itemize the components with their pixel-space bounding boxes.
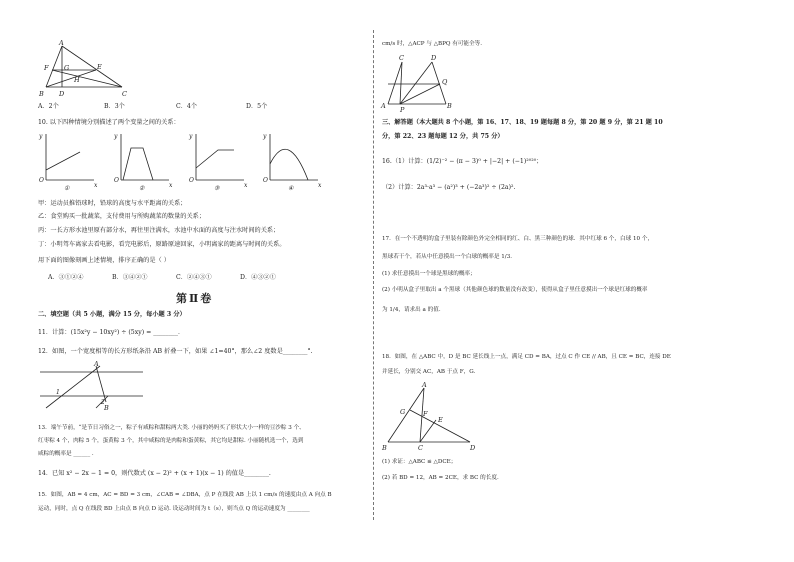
q10-option-b: B．③④②① (112, 274, 148, 281)
q18-label-d: D (470, 444, 476, 452)
q18-label-b: B (382, 444, 387, 452)
q15-line-1: 15．如图，AB = 4 cm，AC = BD = 3 cm，∠CAB = ∠DBA，点 P 在线段 AB 上以 1 cm/s 的速度由点 A 向点 B (38, 492, 332, 498)
q13-line-3: 咸粽的概率是 ______ . (38, 451, 94, 457)
q10-g2-label: ② (139, 185, 145, 192)
q9-label-c: C (122, 90, 127, 98)
sec3-heading-2: 分，第 22、23 题每题 12 分，共 75 分） (382, 133, 504, 140)
q10-g2-o: O (114, 177, 119, 184)
q16-part-1: 16.（1）计算：(1/2)⁻² − (π − 3)⁰ + |−2| + (−1)²⁰²⁰； (382, 158, 543, 165)
q12-label-a: A (94, 360, 99, 368)
column-divider (373, 30, 374, 520)
q18-figure (380, 380, 480, 452)
q10-option-d: D．④③②① (240, 274, 276, 281)
q14-text: 14．已知 x² − 2x − 1 = 0，则代数式 (x − 2)² + (x + 1)(x − 1) 的值是________. (38, 470, 271, 477)
q9-line-cf (52, 70, 122, 87)
q15-label-a: A (381, 102, 386, 110)
q10-g3-line (196, 150, 234, 168)
q18-part-1: (1) 求证：△ABC ≌ △DCE； (382, 459, 457, 465)
q13-line-1: 13．端午节前，“是节日习俗之一，粽子有咸粽和甜粽两大类. 小丽的妈妈买了形状大小一样的豆沙粽 3 个、 (38, 425, 305, 431)
q17-part-1: (1) 求任意摸出一个球是黑球的概率； (382, 271, 476, 277)
q16-part-2: （2）计算：2a³·a³ − (a²)³ + (−2a³)² ÷ (2a)². (382, 184, 516, 191)
q11-text: 11．计算：(15x²y − 10xy²) ÷ (5xy) = ________． (38, 329, 185, 336)
q9-label-h: H (74, 76, 80, 84)
q15-figure (380, 52, 460, 114)
q9-label-g: G (64, 64, 70, 72)
q15-label-p: P (400, 106, 405, 114)
q10-graph-3 (188, 130, 248, 192)
q10-g3-y: y (189, 133, 193, 140)
q9-line-ac (62, 46, 122, 87)
q18-label-g: G (400, 408, 406, 416)
q10-stem: 10. 以下四种情境分别描述了两个变量之间的关系： (38, 119, 180, 126)
q10-option-a: A．③①②④ (48, 274, 84, 281)
q9-label-a: A (59, 39, 64, 47)
q10-g1-o: O (39, 177, 44, 184)
q10-graph-1 (38, 130, 98, 192)
q10-yi: 乙：食堂购买一批蔬菜，支付费用与所购蔬菜的数量的关系； (38, 213, 206, 220)
q12-label-2: 2 (101, 399, 105, 406)
q9-option-d: D．5个 (246, 103, 268, 110)
q10-g1-x: x (94, 182, 98, 189)
q15-label-b: B (447, 102, 452, 110)
q10-jia: 甲：运动员推铅球时，铅球的高度与水平距离的关系； (38, 200, 187, 207)
q9-triangle-figure (38, 40, 128, 100)
q18-label-c: C (418, 444, 423, 452)
q10-option-c: C．②④③① (176, 274, 212, 281)
q17-part-2-line-2: 为 1/4，请求出 a 的值. (382, 307, 441, 313)
q10-g4-label: ④ (288, 185, 294, 192)
q18-line-ce (420, 420, 436, 442)
q10-g3-label: ③ (214, 185, 220, 192)
q18-line-gd (410, 410, 470, 442)
q10-g3-x: x (244, 182, 248, 189)
q10-bing: 丙：一长方形水池里原有部分水，再往里注满水，水池中水面的高度与注水时间的关系； (38, 227, 280, 234)
q18-line-1: 18．如图，在 △ABC 中，D 是 BC 延长线上一点，满足 CD = BA，过点 C 作 CE // AB，且 CE = BC，连接 DE (382, 354, 671, 360)
q10-ask: 用下面的图像刻画上述情境，排序正确的是（ ） (38, 257, 170, 264)
q15-line-2: 运动，同时，点 Q 在线段 BD 上由点 B 向点 D 运动. 设运动时间为 t（s），则当点 Q 的运动速度为 ________ (38, 506, 310, 512)
q15-label-q: Q (442, 78, 448, 86)
q10-graph-4 (262, 130, 322, 192)
sec3-heading-1: 三、解答题（本大题共 8 个小题，第 16、17、18、19 题每题 8 分，第 20 题 9 分，第 21 题 10 (382, 119, 663, 126)
q10-g2-y: y (114, 133, 118, 140)
q18-label-e: E (438, 416, 443, 424)
q18-line-2: 并延长，分别交 AC，AB 于点 F，G． (382, 369, 480, 375)
q9-option-a: A．2个 (38, 103, 59, 110)
q9-label-f: F (44, 64, 49, 72)
q13-line-2: 红枣粽 4 个，肉粽 5 个，蛋黄粽 3 个，其中咸粽的是肉粽和蛋黄粽，其它均是甜粽. 小丽随机选一个，选到 (38, 438, 304, 444)
q18-part-2: (2) 若 BD = 12，AB = 2CE，求 BC 的长度. (382, 475, 499, 481)
q10-g4-x: x (318, 182, 322, 189)
q10-ding: 丁：小明驾车离家去看电影，看完电影后，原路原速回家，小明离家的距离与时间的关系。 (38, 241, 286, 248)
q9-label-e: E (97, 63, 102, 71)
q10-g2-line (123, 148, 153, 180)
q12-fold-ab (96, 366, 106, 402)
q17-part-2-line-1: (2) 小明从盒子里取出 a 个黑球（其他颜色球的数量没有改变），使得从盒子里任意摸出一个球是红球的概率 (382, 287, 648, 293)
q15-end: cm/s 时，△ACP 与 △BPQ 有可能全等. (382, 41, 482, 47)
q12-label-b: B (104, 404, 109, 412)
q10-g3-o: O (189, 177, 194, 184)
q10-g2-x: x (169, 182, 173, 189)
q12-text: 12．如图，一个宽度相等的长方形纸条沿 AB 折叠一下，如果 ∠1=40°，那么∠2 度数是________°. (38, 348, 313, 355)
q9-option-b: B．3个 (104, 103, 125, 110)
q10-g1-line (46, 152, 80, 170)
q9-option-c: C．4个 (176, 103, 198, 110)
q15-label-d: D (431, 54, 437, 62)
q12-figure (38, 360, 148, 412)
q9-label-b: B (39, 90, 44, 98)
q10-g1-label: ① (64, 185, 70, 192)
q15-label-c: C (399, 54, 404, 62)
q18-label-a: A (422, 381, 427, 389)
q10-g4-o: O (263, 177, 268, 184)
q17-line-2: 黑球若干个，若从中任意摸出一个白球的概率是 1/3． (382, 254, 516, 260)
q10-graph-2 (113, 130, 173, 192)
part2-title: 第Ⅱ卷 (176, 292, 214, 305)
q17-line-1: 17．在一个不透明的盒子里装有除颜色外完全相同的红、白、黑三种颜色的球．其中红球 6 个，白球 10 个， (382, 236, 654, 242)
q9-label-d: D (59, 90, 65, 98)
q10-g4-y: y (263, 133, 267, 140)
sec2-heading: 二、填空题（共 5 小题，满分 15 分，每小题 3 分） (38, 311, 186, 318)
q12-label-1: 1 (56, 389, 60, 396)
q10-g1-y: y (39, 133, 43, 140)
q10-g4-curve (270, 149, 308, 180)
q18-label-f: F (423, 410, 428, 418)
